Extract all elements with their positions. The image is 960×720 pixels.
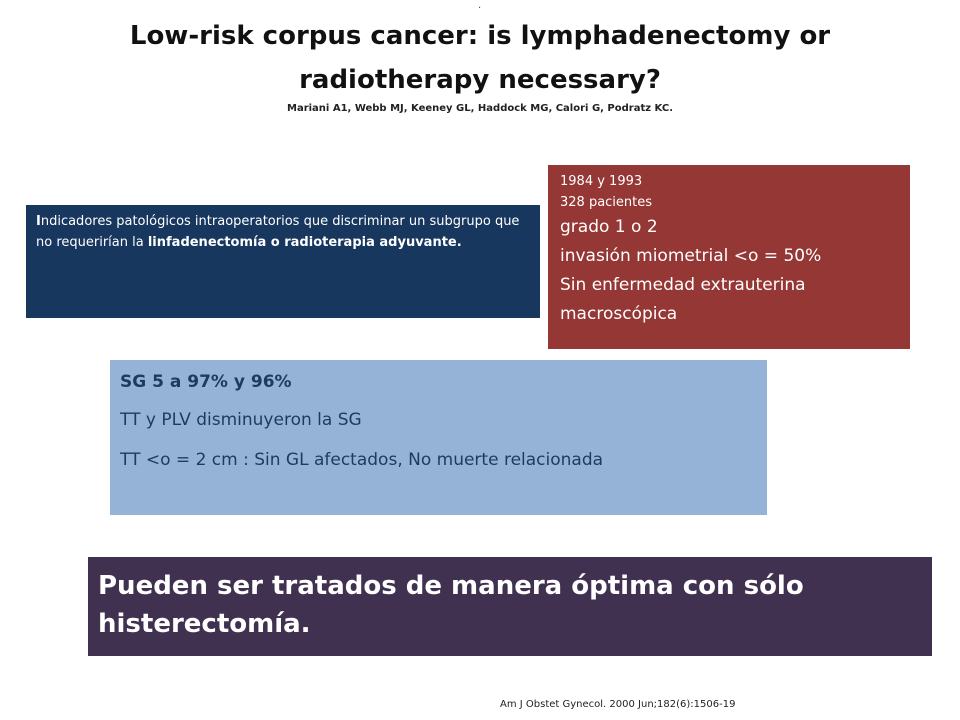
study-patients: 328 pacientes bbox=[560, 195, 653, 210]
slide-title: Low-risk corpus cancer: is lymphadenectomy or radiotherapy necessary? bbox=[129, 21, 831, 95]
conclusion-box bbox=[88, 557, 932, 656]
slide-dot: . bbox=[478, 0, 482, 11]
study-invasion: invasión miometrial <o = 50% bbox=[560, 246, 822, 266]
study-years: 1984 y 1993 bbox=[560, 174, 643, 189]
result-tumor-size: TT <o = 2 cm : Sin GL afectados, No muerte relacionada bbox=[120, 450, 604, 470]
study-details-box bbox=[548, 165, 910, 349]
result-tt-plv: TT y PLV disminuyeron la SG bbox=[120, 410, 362, 430]
objective-first-letter: I bbox=[36, 214, 41, 229]
citation: Am J Obstet Gynecol. 2000 Jun;182(6):1506-19 bbox=[500, 699, 736, 710]
study-grade: grado 1 o 2 bbox=[560, 217, 658, 237]
objective-text-bold: linfadenectomía o radioterapia adyuvante. bbox=[147, 235, 462, 250]
study-extrauterine: Sin enfermedad extrauterina macroscópica bbox=[560, 275, 806, 324]
author-list: Mariani A1, Webb MJ, Keeney GL, Haddock MG, Calori G, Podratz KC. bbox=[287, 103, 673, 114]
conclusion-text: Pueden ser tratados de manera óptima con sólo histerectomía. bbox=[98, 571, 804, 639]
results-box bbox=[110, 360, 767, 515]
objective-text: ndicadores patológicos intraoperatorios que discriminar un subgrupo que no requerirían la bbox=[36, 214, 520, 250]
objective-box bbox=[26, 205, 540, 318]
result-survival: SG 5 a 97% y 96% bbox=[120, 372, 292, 392]
